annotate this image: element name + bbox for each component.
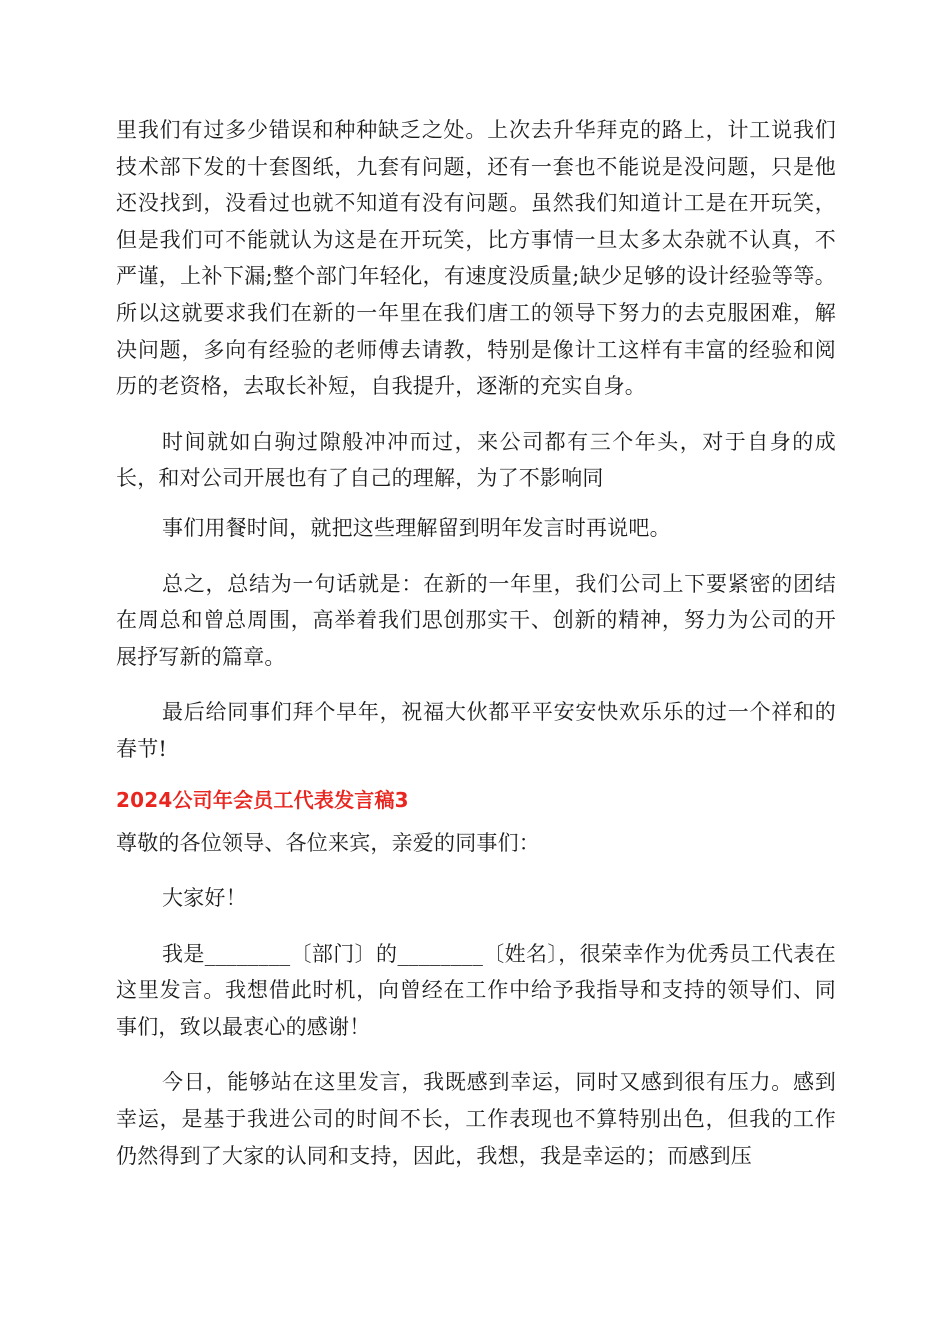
body-paragraph: 里我们有过多少错误和种种缺乏之处。上次去升华拜克的路上，计工说我们技术部下发的十套图纸，九套有问题，还有一套也不能说是没问题，只是他还没找到，没看过也就不知道有没有问题。虽然我们知道计工是在开玩笑，但是我们可不能就认为这是在开玩笑，比方事情一旦太多太杂就不认真，不严谨，上补下漏;整个部门年轻化，有速度没质量;缺少足够的设计经验等等。所以这就要求我们在新的一年里在我们唐工的领导下努力的去克服困难，解决问题，多向有经验的老师傅去请教，特别是像计工这样有丰富的经验和阅历的老资格，去取长补短，自我提升，逐渐的充实自身。 (116, 118, 836, 399)
salutation: 尊敬的各位领导、各位来宾，亲爱的同事们： (116, 830, 540, 855)
greeting: 大家好！ (162, 886, 247, 911)
body-paragraph: 我是________〔部门〕的________〔姓名〕，很荣幸作为优秀员工代表在这里发言。我想借此时机，向曾经在工作中给予我指导和支持的领导们、同事们，致以最衷心的感谢！ (116, 941, 836, 1039)
body-paragraph: 事们用餐时间，就把这些理解留到明年发言时再说吧。 (162, 515, 671, 540)
body-paragraph: 总之，总结为一句话就是：在新的一年里，我们公司上下要紧密的团结在周总和曾总周围，高举着我们思创那实干、创新的精神，努力为公司的开展抒写新的篇章。 (116, 571, 836, 669)
body-paragraph: 时间就如白驹过隙般冲冲而过，来公司都有三个年头，对于自身的成长，和对公司开展也有了自己的理解，为了不影响同 (116, 429, 836, 491)
document-page (116, 112, 836, 1174)
section-heading: 2024公司年会员工代表发言稿3 (116, 787, 409, 812)
body-paragraph: 今日，能够站在这里发言，我既感到幸运，同时又感到很有压力。感到幸运，是基于我进公司的时间不长，工作表现也不算特别出色，但我的工作仍然得到了大家的认同和支持，因此，我想，我是幸运的；而感到压 (116, 1070, 836, 1168)
body-paragraph: 最后给同事们拜个早年，祝福大伙都平平安安快欢乐乐的过一个祥和的春节! (116, 700, 836, 761)
